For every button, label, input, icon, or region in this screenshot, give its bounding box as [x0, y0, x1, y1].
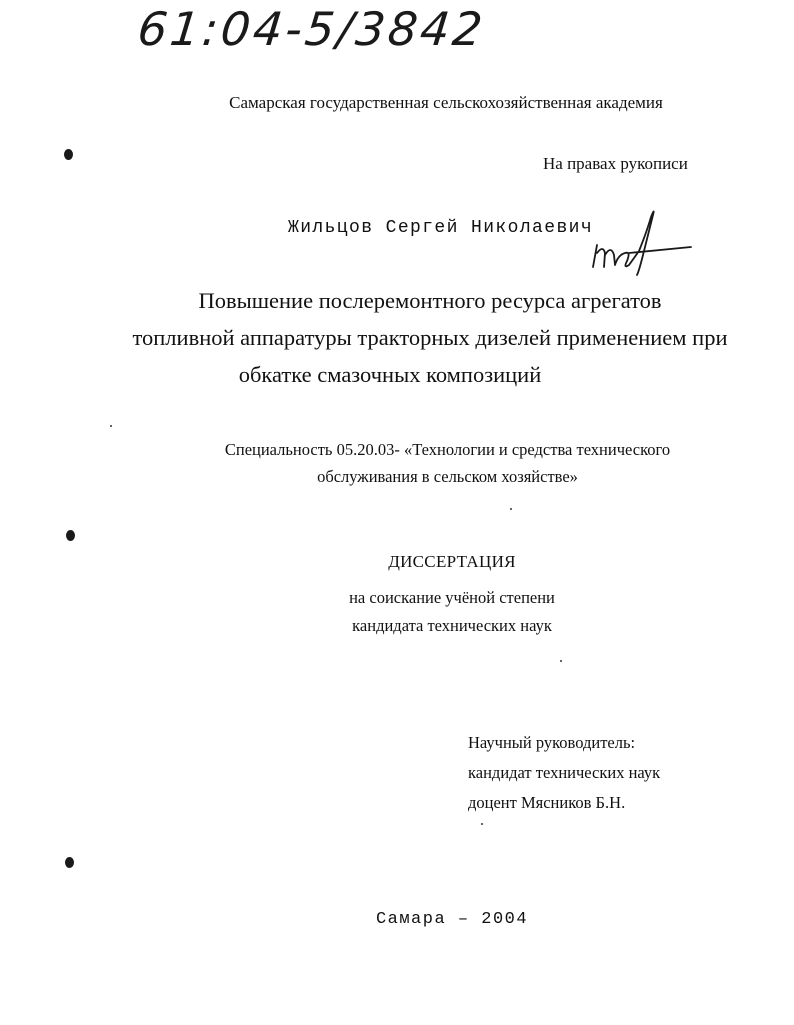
title-line: обкатке смазочных композиций	[238, 362, 542, 387]
title-line: Повышение послеремонтного ресурса агрегатов	[198, 288, 662, 313]
catalog-number: 61:04-5/3842	[135, 2, 488, 56]
scan-speck	[110, 425, 112, 427]
document-type: ДИССЕРТАЦИЯ	[388, 552, 516, 571]
scan-speck	[560, 660, 562, 662]
advisor-line: кандидат технических наук	[468, 763, 661, 782]
author-name: Жильцов Сергей Николаевич	[288, 218, 594, 238]
degree-line: на соискание учёной степени	[349, 588, 555, 607]
scan-speck	[510, 508, 512, 510]
degree-info	[0, 584, 794, 640]
title-line: топливной аппаратуры тракторных дизелей применением при	[132, 325, 728, 350]
punch-hole-mark	[66, 530, 75, 541]
institution-name: Самарская государственная сельскохозяйственная академия	[229, 93, 663, 112]
city-year: Самара – 2004	[375, 910, 529, 929]
specialty	[195, 436, 700, 490]
advisor-line: Научный руководитель:	[468, 733, 636, 752]
specialty-line: Специальность 05.20.03- «Технологии и средства технического	[224, 440, 671, 459]
scientific-advisor	[468, 728, 660, 818]
degree-line: кандидата технических наук	[352, 616, 552, 635]
rights-notice: На правах рукописи	[543, 154, 688, 173]
advisor-line: доцент Мясников Б.Н.	[468, 793, 626, 812]
punch-hole-mark	[64, 149, 73, 160]
scan-speck	[481, 823, 483, 825]
specialty-line: обслуживания в сельском хозяйстве»	[317, 467, 578, 486]
dissertation-title	[110, 282, 750, 393]
punch-hole-mark	[65, 857, 74, 868]
author-signature	[585, 205, 695, 277]
